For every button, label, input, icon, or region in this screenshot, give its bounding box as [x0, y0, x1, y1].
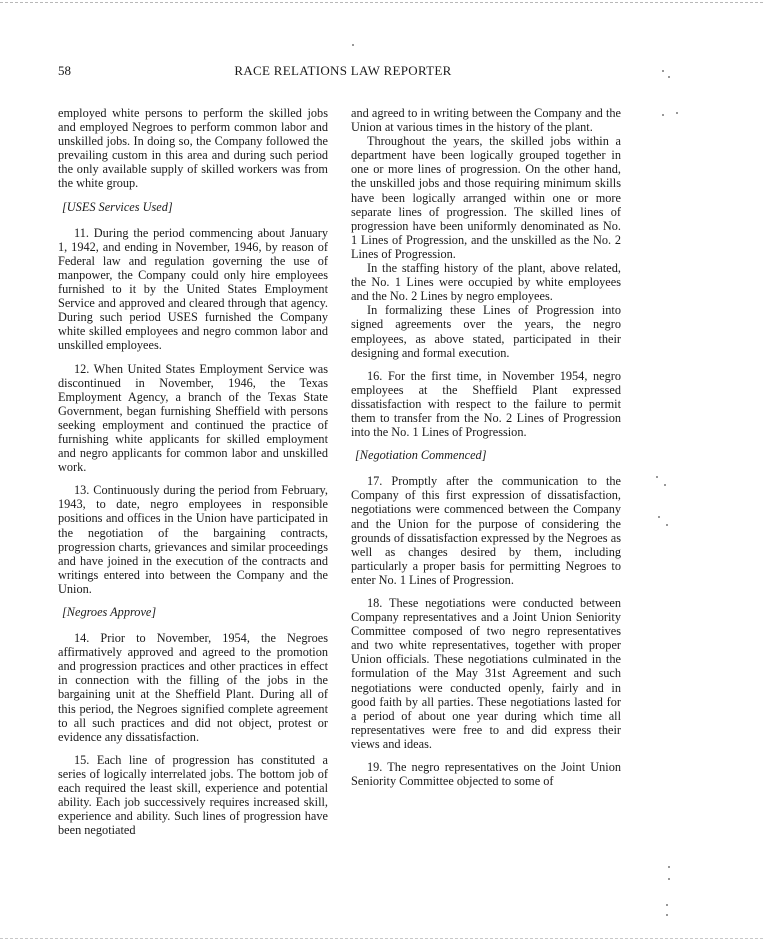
left-column — [58, 106, 328, 846]
paragraph-19: 19. The negro representatives on the Joint Union Seniority Committee objected to some of — [351, 760, 621, 789]
paragraph-throughout: Throughout the years, the skilled jobs within a department have been logically grouped together in one or more lines of progression. On the other hand, the unskilled jobs and those requiring minimum skills have been logically arranged within one or more separate lines of progression. The skilled lines of progression have been uniformly denominated as No. 1 Lines of Progression, and the unskilled as the No. 2 Lines of Progression. — [351, 134, 621, 261]
page-header — [58, 63, 628, 81]
scan-bottom-edge — [0, 938, 763, 939]
scan-speck — [664, 484, 666, 486]
scan-speck — [352, 44, 354, 46]
paragraph-continued-left: employed white persons to perform the skilled jobs and employed Negroes to perform common labor and unskilled jobs. In doing so, the Company followed the prevailing custom in this area and during such period the only available supply of skilled workers was from the white group. — [58, 106, 328, 191]
paragraph-15: 15. Each line of progression has constituted a series of logically interrelated jobs. The bottom job of each required the least skill, experience and potential ability. Each job successively requires increased skill, experience and ability. Such lines of progression have been negotiated — [58, 752, 328, 838]
paragraph-17: 17. Promptly after the communication to the Company of this first expression of dissatisfaction, negotiations were commenced between the Company and the Union for the purpose of considering the grounds of dissatisfaction expressed by the Negroes as well as changes desired by them, including particularly a proper basis for permitting Negroes to enter No. 1 Lines of Progression. — [351, 474, 621, 587]
section-heading-uses: [USES Services Used] — [62, 199, 173, 214]
paragraph-11: 11. During the period commencing about January 1, 1942, and ending in November, 1946, by reason of Federal law and regulation governing the use of manpower, the Company could only hire employees furnished to it by the United States Employment Service and approved and cleared through that agency. During such period USES furnished the Company white skilled employees and negro common labor and unskilled employees. — [58, 225, 328, 353]
paragraph-14: 14. Prior to November, 1954, the Negroes affirmatively approved and agreed to the promotion and progression practices and other practices in effect in connection with the filling of the jobs in the bargaining unit at the Sheffield Plant. During all of this period, the Negroes signified complete agreement to all such practices and did not object, protest or evidence any dissatisfaction. — [58, 631, 328, 744]
paragraph-formalizing: In formalizing these Lines of Progression into signed agreements over the years, the negro employees, as above stated, participated in their designing and formal execution. — [351, 303, 621, 360]
paragraph-18: 18. These negotiations were conducted between Company representatives and a Joint Union Seniority Committee composed of two negro representatives and two white representatives, together with proper Union officials. These negotiations culminated in the formulation of the May 31st Agreement and such negotiations were conducted openly, fairly and in good faith by all parties. These negotiations lasted for a period of about one year during which time all representatives were free to and did express their views and ideas. — [351, 596, 621, 751]
scan-speck — [668, 866, 670, 868]
paragraph-12: 12. When United States Employment Service was discontinued in November, 1946, the Texas Employment Agency, a branch of the Texas State Government, began furnishing Sheffield with persons seeking employment and continued the practice of furnishing white applicants for skilled employment and negro applicants for common labor and unskilled work. — [58, 361, 328, 475]
paragraph-continued-right: and agreed to in writing between the Company and the Union at various times in the history of the plant. — [351, 106, 621, 135]
running-title: RACE RELATIONS LAW REPORTER — [234, 63, 452, 78]
scan-speck — [668, 878, 670, 880]
scan-speck — [666, 904, 668, 906]
scan-speck — [666, 524, 668, 526]
section-heading-negotiation-commenced: [Negotiation Commenced] — [355, 448, 487, 463]
paragraph-13: 13. Continuously during the period from February, 1943, to date, negro employees in responsible positions and offices in the Union have participated in the negotiation of the bargaining contracts, progression charts, grievances and similar proceedings and have joined in the execution of the contracts and writings entered into between the Company and the Union. — [58, 483, 328, 596]
scan-speck — [666, 914, 668, 916]
paragraph-16: 16. For the first time, in November 1954, negro employees at the Sheffield Plant expressed dissatisfaction with respect to the failure to permit them to transfer from the No. 2 Lines of Progression into the No. 1 Lines of Progression. — [351, 368, 621, 440]
page-number: 58 — [58, 63, 71, 78]
scan-speck — [676, 112, 678, 114]
scan-speck — [662, 70, 664, 72]
scan-speck — [668, 76, 670, 78]
scan-top-edge — [0, 2, 763, 3]
scan-speck — [662, 114, 664, 116]
scan-speck — [658, 516, 660, 518]
paragraph-staffing: In the staffing history of the plant, above related, the No. 1 Lines were occupied by white employees and the No. 2 Lines by negro employees. — [351, 261, 621, 304]
right-column — [351, 106, 621, 797]
scan-speck — [656, 476, 658, 478]
section-heading-negroes-approve: [Negroes Approve] — [62, 605, 157, 619]
